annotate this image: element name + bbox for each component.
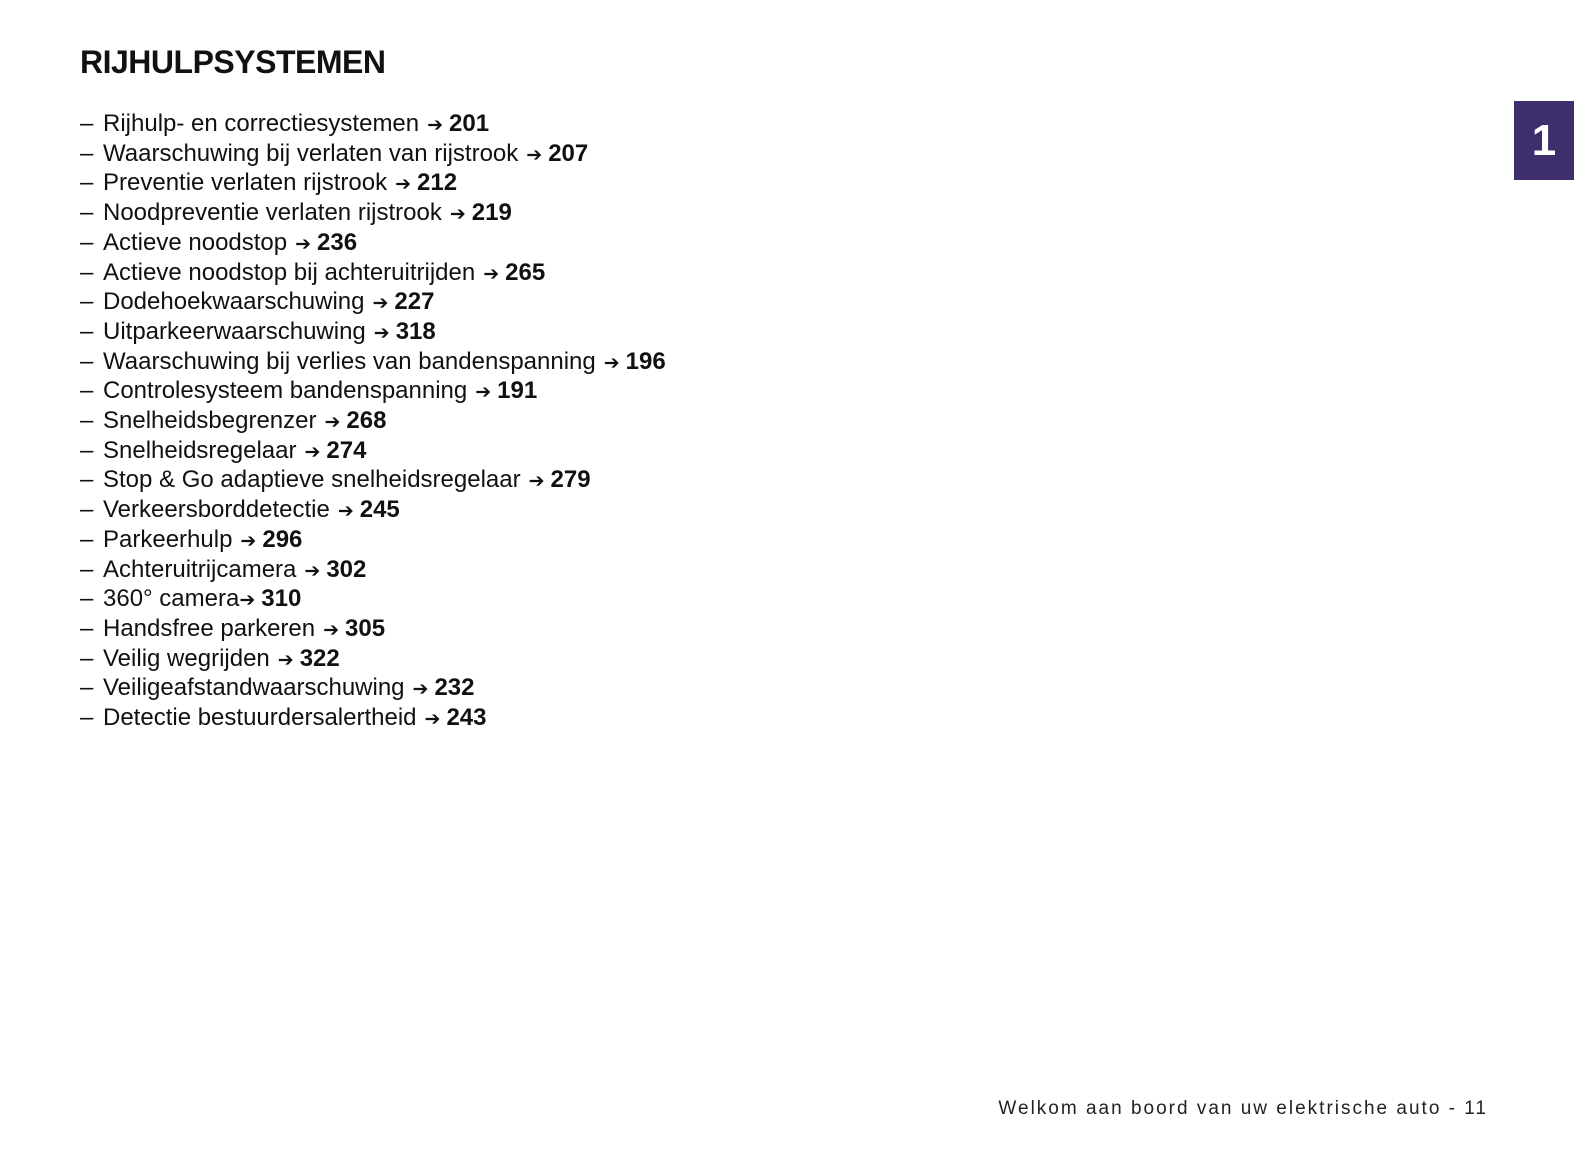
toc-item-label: Parkeerhulp [103, 525, 233, 553]
dash: – [80, 169, 94, 197]
toc-item-page: 305 [345, 614, 386, 642]
toc-item-page: 196 [625, 347, 666, 375]
toc-item-page: 236 [317, 228, 358, 256]
toc-item[interactable] [80, 556, 666, 586]
toc-item[interactable] [80, 288, 666, 318]
dash: – [80, 436, 94, 464]
arrow-right-icon: ➔ [240, 529, 257, 552]
toc-item-page: 296 [262, 525, 303, 553]
toc-item-label: Waarschuwing bij verlies van bandenspanning [103, 347, 596, 375]
arrow-right-icon: ➔ [603, 351, 620, 374]
toc-item[interactable] [80, 496, 666, 526]
toc-item-label: Noodpreventie verlaten rijstrook [103, 199, 442, 227]
toc-item-page: 268 [346, 407, 387, 435]
dash: – [80, 496, 94, 524]
dash: – [80, 704, 94, 732]
toc-item-page: 265 [505, 258, 546, 286]
toc-item[interactable] [80, 645, 666, 675]
toc-item-page: 201 [449, 110, 490, 137]
arrow-right-icon: ➔ [395, 173, 412, 196]
dash: – [80, 407, 94, 435]
arrow-right-icon: ➔ [324, 411, 341, 434]
toc-item[interactable] [80, 169, 666, 199]
dash: – [80, 466, 94, 494]
dash: – [80, 585, 94, 613]
dash: – [80, 644, 94, 672]
arrow-right-icon: ➔ [483, 262, 500, 285]
arrow-right-icon: ➔ [372, 292, 389, 315]
toc-item[interactable] [80, 437, 666, 467]
dash: – [80, 525, 94, 553]
arrow-right-icon: ➔ [526, 143, 543, 166]
toc-item-label: Preventie verlaten rijstrook [103, 169, 388, 197]
toc-item-page: 219 [471, 199, 512, 227]
dash: – [80, 317, 94, 345]
toc-item[interactable] [80, 377, 666, 407]
toc-item-label: Actieve noodstop [103, 228, 288, 256]
toc-item-label: Achteruitrijcamera [103, 555, 297, 583]
toc-item-label: Detectie bestuurdersalertheid [103, 704, 417, 732]
toc-item-page: 274 [326, 436, 367, 464]
arrow-right-icon: ➔ [475, 381, 492, 404]
toc-item[interactable] [80, 526, 666, 556]
toc-item-label: Veilig wegrijden [103, 644, 270, 672]
page-footer: Welkom aan boord van uw elektrische auto - 11 [998, 1098, 1488, 1119]
toc-item[interactable] [80, 615, 666, 645]
toc-item-page: 207 [548, 139, 589, 167]
toc-item-label: Snelheidsregelaar [103, 436, 297, 464]
arrow-right-icon: ➔ [373, 321, 390, 344]
toc-item-label: Dodehoekwaarschuwing [103, 288, 365, 316]
toc-item-page: 212 [417, 169, 458, 197]
dash: – [80, 347, 94, 375]
dash: – [80, 674, 94, 702]
toc-item[interactable] [80, 466, 666, 496]
toc-item[interactable] [80, 585, 666, 615]
toc-item[interactable] [80, 229, 666, 259]
toc-item[interactable] [80, 318, 666, 348]
toc-item[interactable] [80, 259, 666, 289]
dash: – [80, 288, 94, 316]
dash: – [80, 377, 94, 405]
arrow-right-icon: ➔ [427, 114, 444, 136]
toc-item-page: 279 [550, 466, 591, 494]
toc-item-label: Stop & Go adaptieve snelheidsregelaar [103, 466, 521, 494]
chapter-number: 1 [1531, 115, 1557, 165]
toc-item-label: Rijhulp- en correctiesystemen [103, 110, 420, 137]
toc-item[interactable] [80, 704, 666, 734]
arrow-right-icon: ➔ [304, 559, 321, 582]
chapter-tab [1514, 101, 1574, 180]
dash: – [80, 614, 94, 642]
toc-item[interactable] [80, 110, 666, 140]
arrow-right-icon: ➔ [449, 203, 466, 226]
toc-item-page: 232 [434, 674, 475, 702]
toc-item[interactable] [80, 199, 666, 229]
toc-item-label: Actieve noodstop bij achteruitrijden [103, 258, 476, 286]
toc-item-page: 243 [446, 704, 487, 732]
toc-item-page: 191 [497, 377, 538, 405]
dash: – [80, 110, 94, 137]
toc-item-page: 302 [326, 555, 367, 583]
arrow-right-icon: ➔ [412, 678, 429, 701]
arrow-right-icon: ➔ [337, 500, 354, 523]
toc-item-label: Verkeersborddetectie [103, 496, 330, 524]
page-title: RIJHULPSYSTEMEN [80, 44, 386, 80]
toc-item[interactable] [80, 348, 666, 378]
arrow-right-icon: ➔ [277, 648, 294, 671]
dash: – [80, 228, 94, 256]
dash: – [80, 258, 94, 286]
arrow-right-icon: ➔ [239, 589, 256, 612]
toc-item-label: 360° camera [103, 585, 240, 613]
toc-item-label: Controlesysteem bandenspanning [103, 377, 468, 405]
dash: – [80, 199, 94, 227]
toc-item-label: Uitparkeerwaarschuwing [103, 317, 366, 345]
toc-item[interactable] [80, 407, 666, 437]
arrow-right-icon: ➔ [304, 440, 321, 463]
toc-item-page: 227 [394, 288, 435, 316]
dash: – [80, 555, 94, 583]
toc-item[interactable] [80, 140, 666, 170]
toc-item-label: Veiligeafstandwaarschuwing [103, 674, 405, 702]
toc-item-page: 310 [261, 585, 302, 613]
toc-item-page: 245 [359, 496, 400, 524]
toc-item-label: Waarschuwing bij verlaten van rijstrook [103, 139, 519, 167]
toc-item-label: Snelheidsbegrenzer [103, 407, 317, 435]
toc-item-page: 318 [395, 317, 436, 345]
arrow-right-icon: ➔ [295, 232, 312, 255]
toc-item[interactable] [80, 674, 666, 704]
dash: – [80, 139, 94, 167]
arrow-right-icon: ➔ [528, 470, 545, 493]
toc-list [80, 110, 666, 734]
arrow-right-icon: ➔ [323, 618, 340, 641]
toc-item-label: Handsfree parkeren [103, 614, 316, 642]
arrow-right-icon: ➔ [424, 708, 441, 731]
toc-item-page: 322 [299, 644, 340, 672]
